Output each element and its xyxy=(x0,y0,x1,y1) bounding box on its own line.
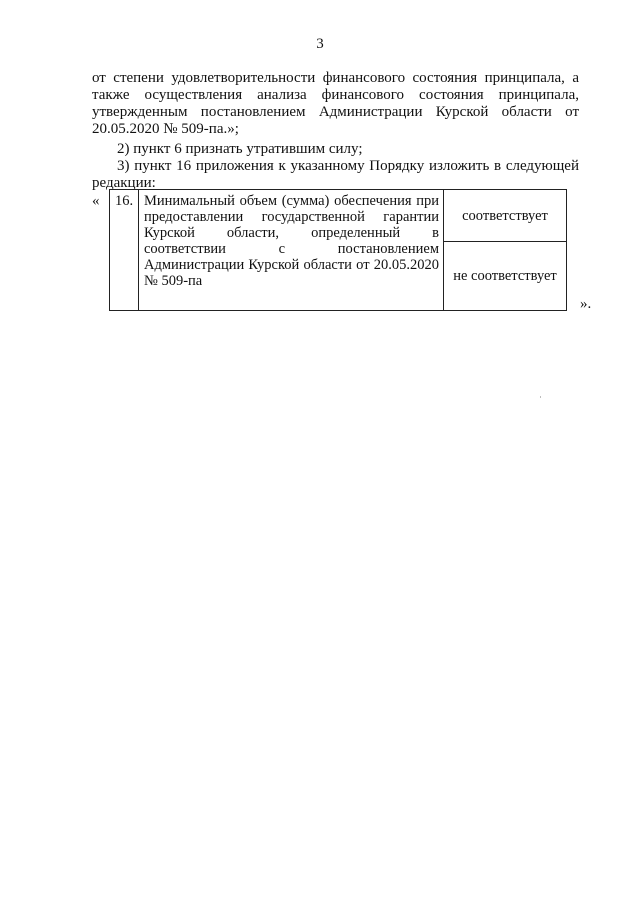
page-number: 3 xyxy=(316,36,324,52)
item-number-cell: 16. xyxy=(110,190,139,311)
amendment-table xyxy=(109,189,567,311)
paragraph-text: 3) пункт 16 приложения к указанному Порядку изложить в следующей редакции: xyxy=(92,158,579,191)
paragraph-text: от степени удовлетворительности финансового состояния принципала, а также осуществления анализа финансового состояния принципала, утвержденным постановлением Администрации Курской области от 20.05.2020 № 509-па.»; xyxy=(92,70,579,137)
table-row xyxy=(110,190,567,242)
opening-quote: « xyxy=(92,193,100,209)
paragraph-text: 2) пункт 6 признать утратившим силу; xyxy=(117,141,363,157)
option-noncompliant-cell: не соответствует xyxy=(444,242,567,311)
item-description-cell: Минимальный объем (сумма) обеспечения при предоставлении государственной гарантии Курской области, определенный в соответствии с постановлением Администрации Курской области от 20.05.2020 № 509-па xyxy=(139,190,444,311)
paragraph-item-3 xyxy=(92,158,579,192)
option-compliant-cell: соответствует xyxy=(444,190,567,242)
scan-artifact xyxy=(540,396,541,398)
closing-quote: ». xyxy=(580,296,592,312)
paragraph-continuation xyxy=(92,70,579,138)
paragraph-item-2 xyxy=(92,141,579,158)
